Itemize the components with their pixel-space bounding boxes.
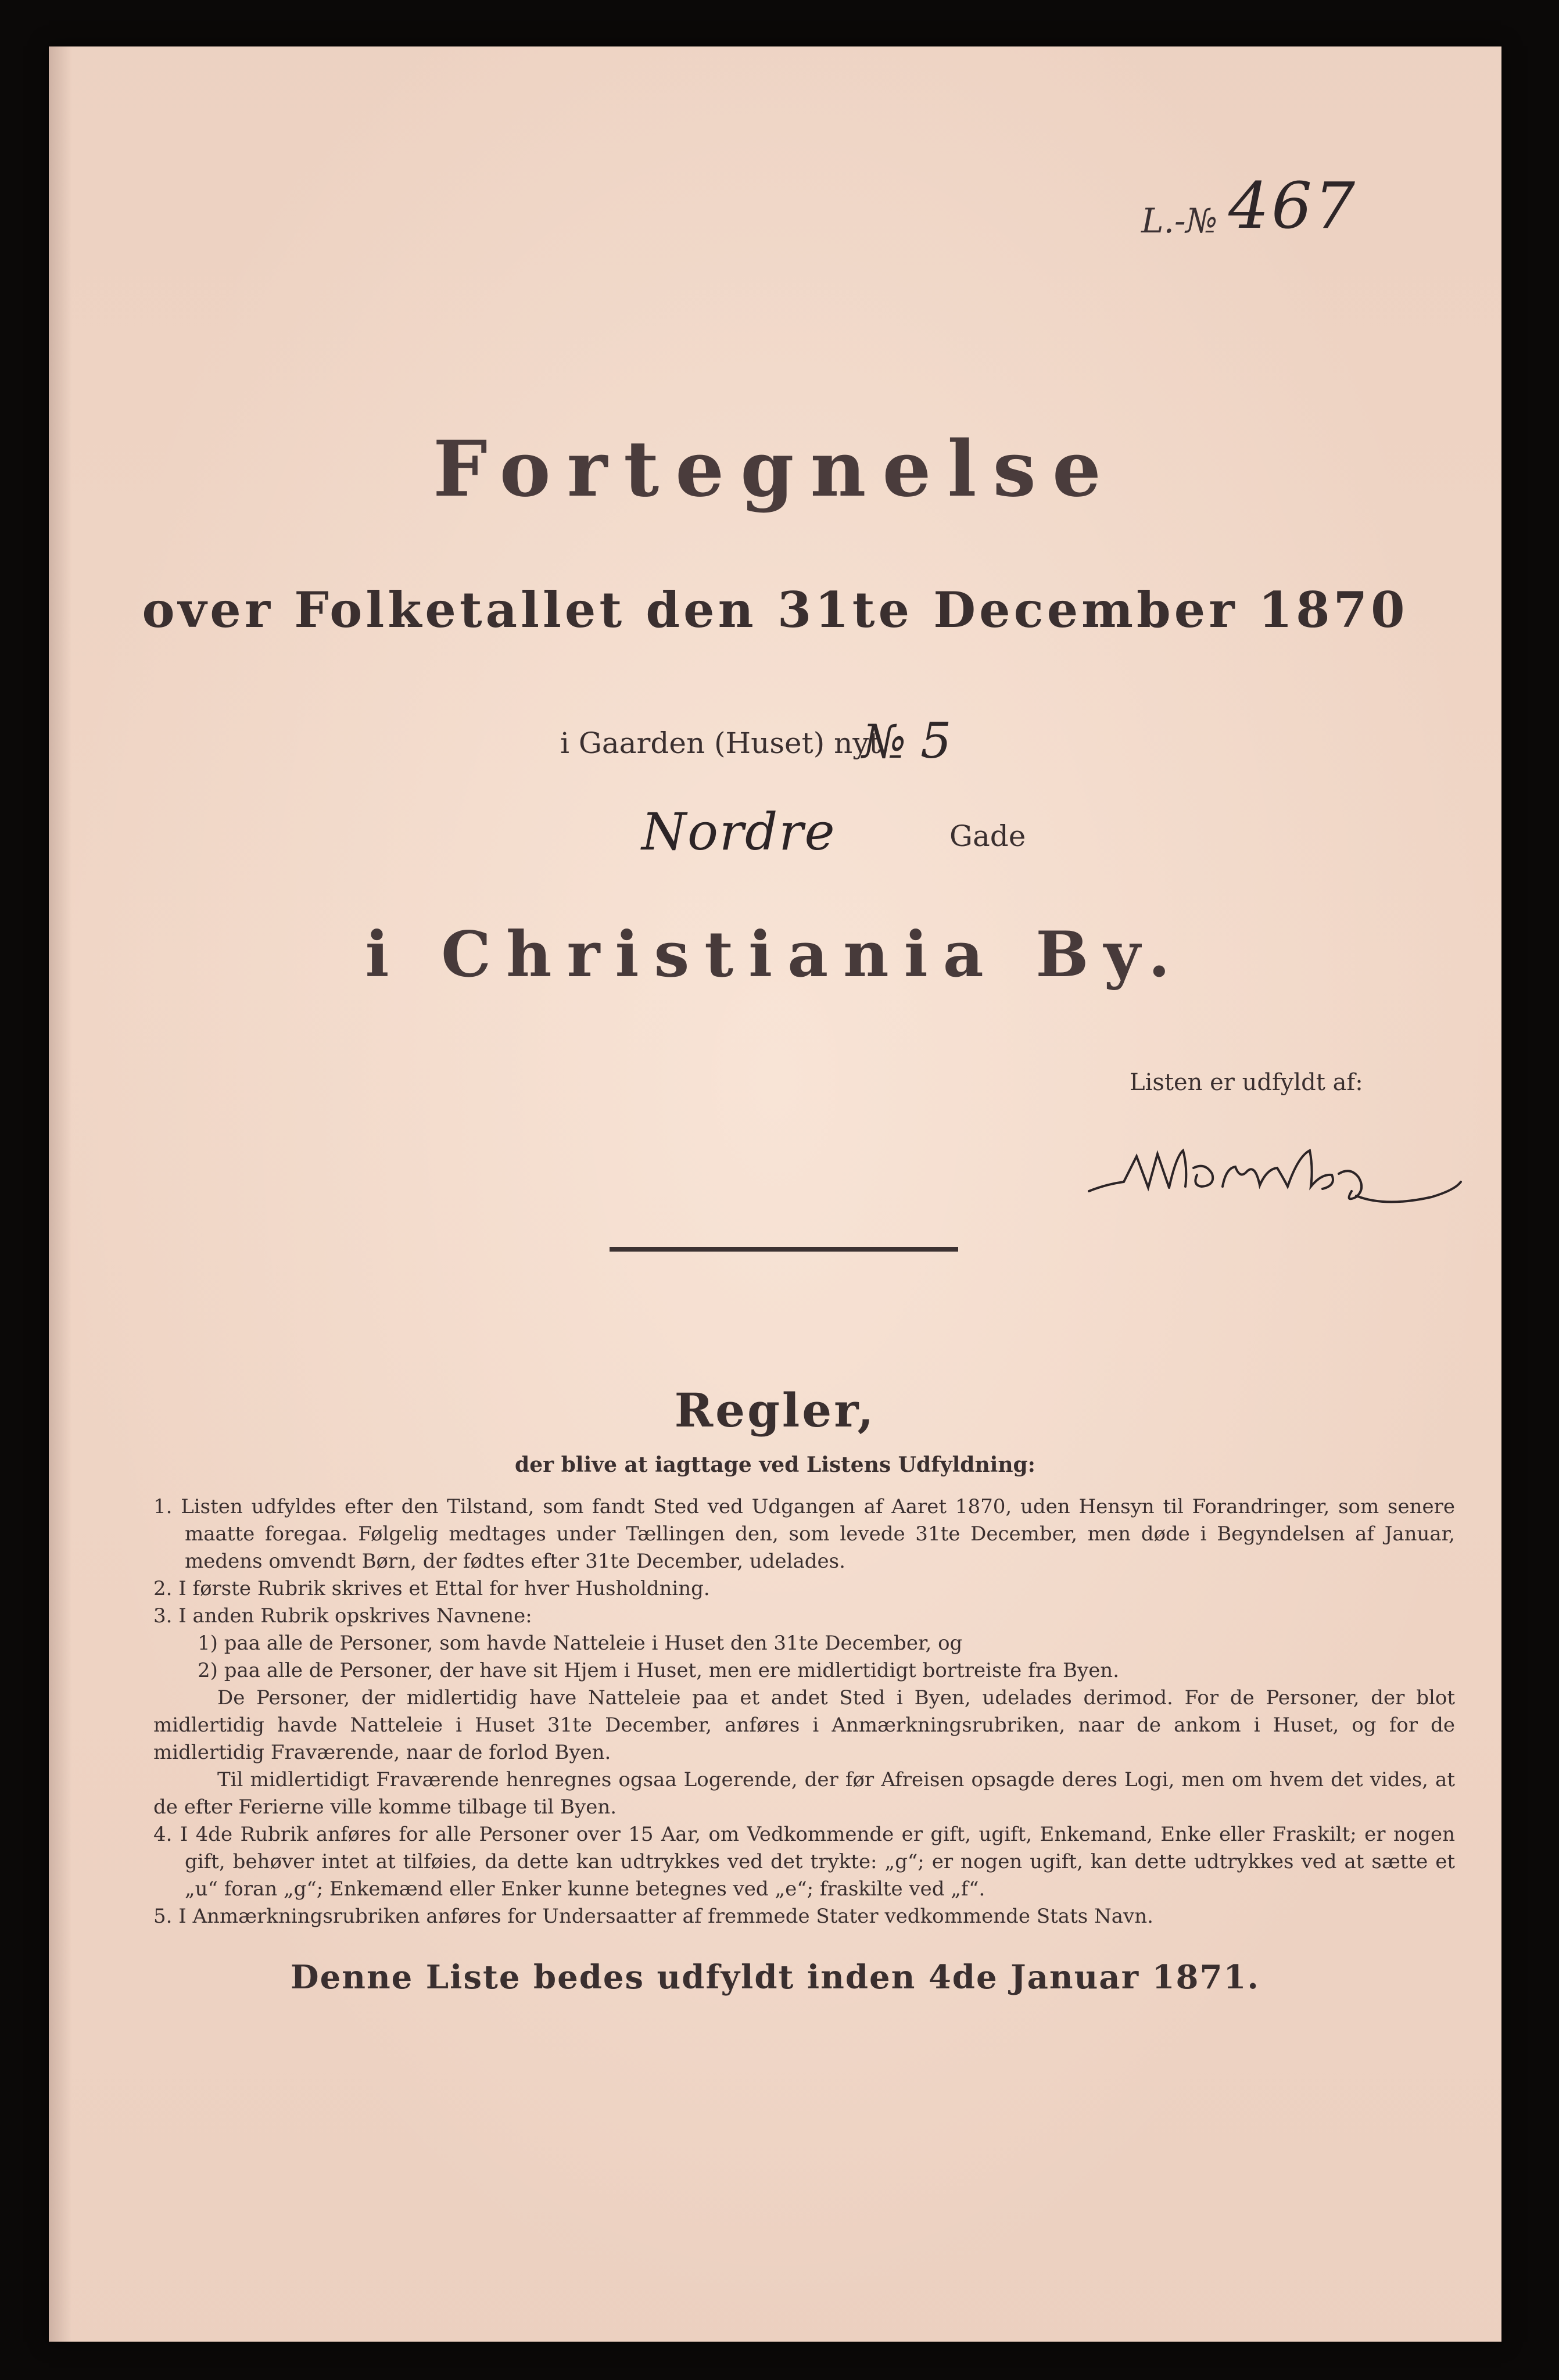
rule-5: 5. I Anmærkningsrubriken anføres for Undersaatter af fremmede Stater vedkommende Stats Navn. xyxy=(153,1905,1153,1928)
filled-by-label: Listen er udfyldt af: xyxy=(1130,1069,1363,1096)
street-name: Nordre xyxy=(641,802,836,862)
rule-3-note-2: Til midlertidigt Fraværende henregnes ogsaa Logerende, der før Afreisen opsagde deres Logi, men om hvem det vides, at de efter Ferierne ville komme tilbage til Byen. xyxy=(153,1768,1455,1819)
house-number: 5 xyxy=(920,712,952,769)
street-suffix: Gade xyxy=(949,819,1026,853)
rule-4: 4. I 4de Rubrik anføres for alle Personer over 15 Aar, om Vedkommende er gift, ugift, Enkemand, Enke eller Fraskilt; er nogen gift, behøver intet at tilføies, da dette kan udtrykkes ved det trykte: „g“; er nogen ugift, kan dette udtrykkes ved at sætte et „u“ foran „g“; Enkemænd eller Enker kunne betegnes ved „e“; fraskilte ved „f“. xyxy=(153,1823,1455,1901)
rules-list xyxy=(153,1493,1455,1930)
paper-edge-shadow xyxy=(49,46,72,2342)
list-number-prefix: L.-№ xyxy=(1141,201,1218,241)
number-sign: № xyxy=(862,715,906,769)
form-subtitle: over Folketallet den 31te December 1870 xyxy=(142,581,1409,639)
divider-rule xyxy=(610,1247,958,1252)
census-form-sheet xyxy=(49,46,1501,2342)
rule-3: 3. I anden Rubrik opskrives Navnene: xyxy=(153,1604,532,1628)
list-number xyxy=(1141,169,1385,243)
rules-subtitle: der blive at iagttage ved Listens Udfyldning: xyxy=(515,1453,1035,1477)
house-label: i Gaarden (Huset) nyt xyxy=(560,726,881,760)
form-title: Fortegnelse xyxy=(433,424,1117,514)
rule-2: 2. I første Rubrik skrives et Ettal for hver Husholdning. xyxy=(153,1577,710,1600)
city-line: i Christiania By. xyxy=(365,918,1185,991)
rule-3-item-1: 1) paa alle de Personer, som havde Natteleie i Huset den 31te December, og xyxy=(198,1632,963,1655)
rule-3-note-1: De Personer, der midlertidig have Natteleie paa et andet Sted i Byen, udelades derimod. For de Personer, der blot midlertidig havde Natteleie i Huset 31te December, anføres i Anmærkningsrubriken, naar de ankom i Huset, og for de midlertidig Fraværende, naar de forlod Byen. xyxy=(153,1686,1455,1764)
rule-3-item-2: 2) paa alle de Personer, der have sit Hjem i Huset, men ere midlertidigt bortreiste fra Byen. xyxy=(198,1659,1120,1682)
street-line xyxy=(641,802,1106,866)
list-number-value: 467 xyxy=(1228,169,1357,243)
deadline-note: Denne Liste bedes udfyldt inden 4de Januar 1871. xyxy=(291,1958,1260,1997)
rule-1: 1. Listen udfyldes efter den Tilstand, som fandt Sted ved Udgangen af Aaret 1870, uden Hensyn til Forandringer, som senere maatte foregaa. Følgelig medtages under Tællingen den, som levede 31te December, men døde i Begyndelsen af Januar, medens omvendt Børn, der fødtes efter 31te December, udelades. xyxy=(153,1495,1455,1573)
house-number-line xyxy=(560,712,1141,773)
rules-title: Regler, xyxy=(674,1383,876,1438)
handwritten-signature xyxy=(1083,1133,1467,1214)
signature-scribble xyxy=(1083,1133,1467,1214)
